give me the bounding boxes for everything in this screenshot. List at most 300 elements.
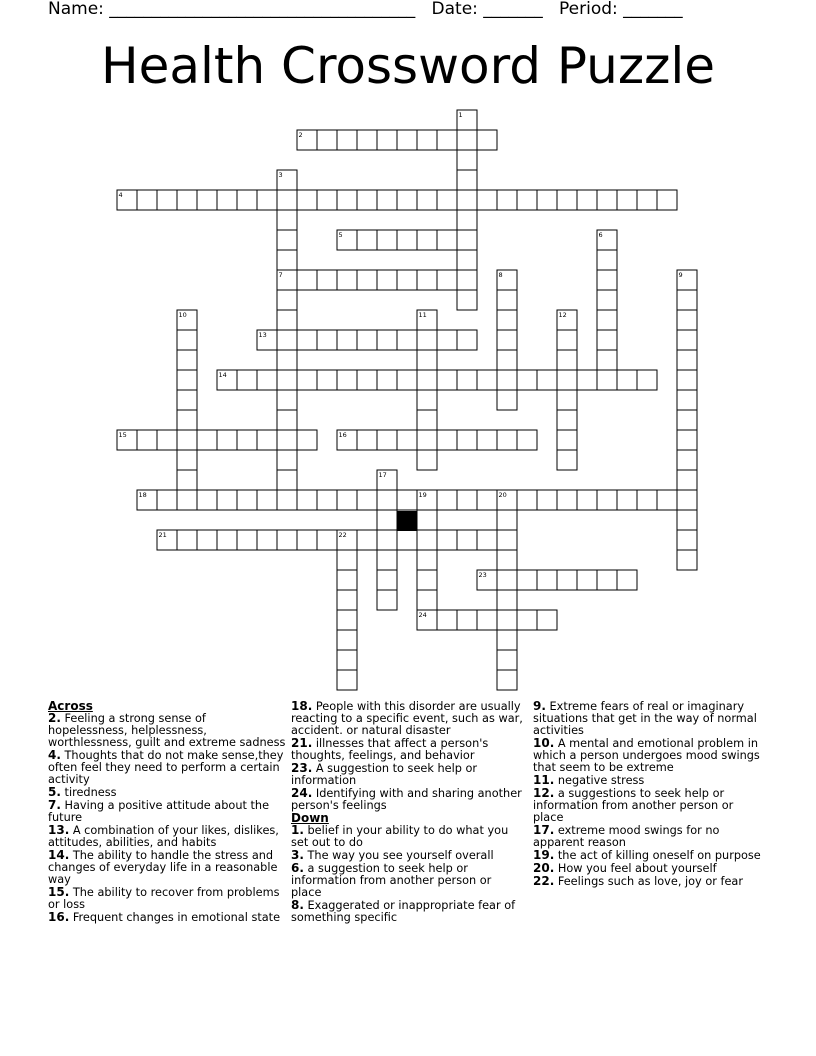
grid-cell[interactable] bbox=[437, 330, 457, 350]
grid-cell[interactable] bbox=[577, 490, 597, 510]
grid-cell[interactable] bbox=[177, 530, 197, 550]
grid-cell[interactable] bbox=[557, 190, 577, 210]
grid-cell[interactable] bbox=[197, 490, 217, 510]
period-blank[interactable]: _______ bbox=[623, 0, 683, 19]
grid-cell[interactable] bbox=[517, 430, 537, 450]
grid-cell[interactable] bbox=[557, 410, 577, 430]
grid-cell[interactable] bbox=[657, 190, 677, 210]
grid-cell[interactable] bbox=[457, 210, 477, 230]
clue-number-label: 24 bbox=[418, 611, 427, 619]
clue-9 bbox=[533, 700, 765, 737]
grid-cell[interactable] bbox=[557, 450, 577, 470]
grid-cell[interactable] bbox=[397, 370, 417, 390]
grid-cell[interactable] bbox=[237, 530, 257, 550]
grid-cell[interactable] bbox=[517, 570, 537, 590]
grid-cell[interactable] bbox=[677, 310, 697, 330]
grid-cell[interactable] bbox=[177, 450, 197, 470]
grid-cell[interactable] bbox=[337, 610, 357, 630]
clue-number-label: 3 bbox=[278, 171, 283, 179]
grid-cell[interactable] bbox=[397, 130, 417, 150]
grid-cell[interactable] bbox=[237, 190, 257, 210]
down-clue-list-continued bbox=[533, 700, 765, 888]
grid-cell[interactable] bbox=[397, 490, 417, 510]
grid-cell[interactable] bbox=[677, 490, 697, 510]
grid-cell[interactable] bbox=[437, 610, 457, 630]
grid-cell[interactable] bbox=[197, 530, 217, 550]
grid-cell[interactable] bbox=[377, 510, 397, 530]
grid-cell[interactable] bbox=[677, 290, 697, 310]
grid-cell[interactable] bbox=[177, 410, 197, 430]
grid-cell[interactable] bbox=[557, 430, 577, 450]
grid-cell[interactable] bbox=[297, 430, 317, 450]
grid-cell[interactable] bbox=[497, 570, 517, 590]
clue-text: A suggestion to seek help or information bbox=[291, 762, 478, 787]
page-title: Health Crossword Puzzle bbox=[100, 37, 716, 95]
grid-cell[interactable] bbox=[377, 530, 397, 550]
grid-cell[interactable] bbox=[617, 190, 637, 210]
grid-cell[interactable] bbox=[277, 330, 297, 350]
clue-number: 16. bbox=[48, 910, 70, 924]
grid-cell[interactable] bbox=[457, 230, 477, 250]
grid-cell[interactable] bbox=[497, 650, 517, 670]
grid-cell[interactable] bbox=[417, 190, 437, 210]
down-clue-list bbox=[291, 824, 523, 924]
grid-cell[interactable] bbox=[597, 350, 617, 370]
grid-cell[interactable] bbox=[657, 490, 677, 510]
clues-column-1 bbox=[48, 700, 286, 924]
clue-text: Thoughts that do not make sense,they often feel they need to perform a certain activity bbox=[48, 749, 284, 786]
clue-number: 17. bbox=[533, 823, 555, 837]
grid-cell[interactable] bbox=[417, 330, 437, 350]
grid-cell[interactable] bbox=[337, 370, 357, 390]
grid-cell[interactable] bbox=[337, 330, 357, 350]
grid-cell[interactable] bbox=[217, 490, 237, 510]
grid-cell[interactable] bbox=[257, 370, 277, 390]
clues-column-2 bbox=[291, 700, 523, 924]
grid-cell[interactable] bbox=[137, 190, 157, 210]
grid-cell[interactable] bbox=[457, 330, 477, 350]
clue-number-label: 8 bbox=[498, 271, 503, 279]
clue-text: Frequent changes in emotional state bbox=[69, 911, 281, 924]
grid-cell[interactable] bbox=[237, 370, 257, 390]
clue-text: Having a positive attitude about the future bbox=[48, 799, 270, 824]
clue-number: 11. bbox=[533, 773, 555, 787]
grid-cell[interactable] bbox=[617, 490, 637, 510]
grid-cell[interactable] bbox=[397, 190, 417, 210]
grid-cell[interactable] bbox=[437, 230, 457, 250]
clue-22 bbox=[533, 875, 765, 888]
clue-number-label: 4 bbox=[118, 191, 123, 199]
grid-cell[interactable] bbox=[417, 390, 437, 410]
grid-cell[interactable] bbox=[377, 230, 397, 250]
grid-cell[interactable] bbox=[337, 550, 357, 570]
grid-cell[interactable] bbox=[177, 190, 197, 210]
grid-cell[interactable] bbox=[457, 430, 477, 450]
grid-cell[interactable] bbox=[477, 130, 497, 150]
grid-cell[interactable] bbox=[477, 530, 497, 550]
grid-cell[interactable] bbox=[417, 130, 437, 150]
grid-cell[interactable] bbox=[677, 330, 697, 350]
grid-cell[interactable] bbox=[437, 270, 457, 290]
grid-cell[interactable] bbox=[437, 190, 457, 210]
clue-13 bbox=[48, 824, 286, 849]
grid-cell[interactable] bbox=[677, 530, 697, 550]
grid-cell[interactable] bbox=[317, 190, 337, 210]
grid-cell[interactable] bbox=[557, 390, 577, 410]
grid-cell[interactable] bbox=[557, 330, 577, 350]
clue-11 bbox=[533, 774, 765, 787]
clue-16 bbox=[48, 911, 286, 924]
grid-cell[interactable] bbox=[357, 230, 377, 250]
grid-cell[interactable] bbox=[357, 190, 377, 210]
grid-cell[interactable] bbox=[377, 370, 397, 390]
grid-cell[interactable] bbox=[337, 590, 357, 610]
grid-cell[interactable] bbox=[577, 190, 597, 210]
clue-number-label: 10 bbox=[178, 311, 187, 319]
grid-cell[interactable] bbox=[677, 430, 697, 450]
grid-cell[interactable] bbox=[277, 250, 297, 270]
grid-cell[interactable] bbox=[617, 570, 637, 590]
grid-cell[interactable] bbox=[157, 190, 177, 210]
grid-cell[interactable] bbox=[337, 130, 357, 150]
clue-number-label: 2 bbox=[298, 131, 303, 139]
clue-4 bbox=[48, 749, 286, 786]
grid-cell[interactable] bbox=[297, 490, 317, 510]
grid-cell[interactable] bbox=[377, 490, 397, 510]
grid-cell[interactable] bbox=[537, 190, 557, 210]
clue-text: a suggestion to seek help or information from another person or place bbox=[291, 862, 492, 899]
grid-cell[interactable] bbox=[337, 650, 357, 670]
grid-cell[interactable] bbox=[677, 450, 697, 470]
grid-cell[interactable] bbox=[217, 430, 237, 450]
grid-cell[interactable] bbox=[237, 490, 257, 510]
clue-text: the act of killing oneself on purpose bbox=[554, 849, 761, 862]
clue-number-label: 13 bbox=[258, 331, 267, 339]
clue-number-label: 19 bbox=[418, 491, 427, 499]
clue-number: 22. bbox=[533, 874, 555, 888]
grid-cell[interactable] bbox=[317, 330, 337, 350]
grid-cell[interactable] bbox=[417, 270, 437, 290]
clue-number-label: 9 bbox=[678, 271, 683, 279]
grid-cell[interactable] bbox=[177, 490, 197, 510]
grid-cell[interactable] bbox=[497, 550, 517, 570]
grid-cell[interactable] bbox=[597, 370, 617, 390]
grid-cell[interactable] bbox=[337, 270, 357, 290]
grid-cell[interactable] bbox=[637, 490, 657, 510]
grid-cell[interactable] bbox=[457, 190, 477, 210]
grid-cell[interactable] bbox=[377, 130, 397, 150]
grid-cell[interactable] bbox=[237, 430, 257, 450]
period-label: Period: bbox=[559, 0, 618, 19]
grid-cell[interactable] bbox=[337, 670, 357, 690]
grid-cell[interactable] bbox=[397, 230, 417, 250]
clue-text: Exaggerated or inappropriate fear of something specific bbox=[291, 899, 516, 924]
grid-cell[interactable] bbox=[517, 190, 537, 210]
clue-number-label: 7 bbox=[278, 271, 283, 279]
grid-cell[interactable] bbox=[337, 630, 357, 650]
grid-cell[interactable] bbox=[297, 190, 317, 210]
grid-cell[interactable] bbox=[257, 490, 277, 510]
grid-cell[interactable] bbox=[177, 390, 197, 410]
grid-cell[interactable] bbox=[477, 610, 497, 630]
grid-cell[interactable] bbox=[457, 610, 477, 630]
grid-cell[interactable] bbox=[277, 230, 297, 250]
clue-number: 14. bbox=[48, 848, 70, 862]
grid-cell[interactable] bbox=[557, 490, 577, 510]
clue-number: 21. bbox=[291, 736, 313, 750]
down-heading: Down bbox=[291, 811, 329, 825]
grid-cell[interactable] bbox=[477, 370, 497, 390]
grid-cell[interactable] bbox=[377, 590, 397, 610]
grid-cell[interactable] bbox=[497, 290, 517, 310]
grid-cell[interactable] bbox=[277, 470, 297, 490]
grid-cell[interactable] bbox=[637, 190, 657, 210]
grid-cell[interactable] bbox=[557, 350, 577, 370]
grid-cell[interactable] bbox=[677, 410, 697, 430]
grid-cell[interactable] bbox=[297, 370, 317, 390]
clue-number-label: 6 bbox=[598, 231, 603, 239]
grid-cell[interactable] bbox=[417, 530, 437, 550]
grid-cell[interactable] bbox=[537, 570, 557, 590]
grid-cell[interactable] bbox=[457, 490, 477, 510]
grid-cell[interactable] bbox=[437, 530, 457, 550]
grid-cell[interactable] bbox=[577, 570, 597, 590]
grid-cell[interactable] bbox=[497, 370, 517, 390]
grid-cell[interactable] bbox=[437, 130, 457, 150]
grid-cell[interactable] bbox=[497, 310, 517, 330]
grid-cell[interactable] bbox=[357, 270, 377, 290]
grid-cell[interactable] bbox=[257, 530, 277, 550]
clue-5 bbox=[48, 786, 286, 799]
grid-cell[interactable] bbox=[317, 530, 337, 550]
grid-cell[interactable] bbox=[137, 430, 157, 450]
clue-text: The ability to handle the stress and changes of everyday life in a reasonable way bbox=[48, 849, 278, 886]
grid-cell[interactable] bbox=[497, 430, 517, 450]
grid-cell[interactable] bbox=[217, 190, 237, 210]
grid-cell[interactable] bbox=[177, 430, 197, 450]
grid-cell[interactable] bbox=[277, 490, 297, 510]
grid-cell[interactable] bbox=[397, 270, 417, 290]
grid-cell[interactable] bbox=[277, 430, 297, 450]
grid-cell[interactable] bbox=[597, 490, 617, 510]
grid-cell[interactable] bbox=[517, 370, 537, 390]
black-cell bbox=[397, 511, 417, 531]
grid-cell[interactable] bbox=[337, 490, 357, 510]
grid-cell[interactable] bbox=[497, 530, 517, 550]
grid-cell[interactable] bbox=[257, 190, 277, 210]
clue-number: 19. bbox=[533, 848, 555, 862]
grid-cell[interactable] bbox=[437, 370, 457, 390]
grid-cell[interactable] bbox=[177, 350, 197, 370]
grid-cell[interactable] bbox=[417, 510, 437, 530]
grid-cell[interactable] bbox=[497, 330, 517, 350]
grid-cell[interactable] bbox=[497, 510, 517, 530]
grid-cell[interactable] bbox=[277, 410, 297, 430]
grid-cell[interactable] bbox=[497, 630, 517, 650]
grid-cell[interactable] bbox=[357, 530, 377, 550]
grid-cell[interactable] bbox=[417, 370, 437, 390]
grid-cell[interactable] bbox=[677, 470, 697, 490]
grid-cell[interactable] bbox=[357, 330, 377, 350]
grid-cell[interactable] bbox=[637, 370, 657, 390]
grid-cell[interactable] bbox=[557, 370, 577, 390]
grid-cell[interactable] bbox=[477, 430, 497, 450]
grid-cell[interactable] bbox=[457, 250, 477, 270]
clue-text: negative stress bbox=[554, 774, 645, 787]
clue-number: 15. bbox=[48, 885, 70, 899]
grid-cell[interactable] bbox=[617, 370, 637, 390]
date-label: Date: bbox=[431, 0, 478, 19]
grid-cell[interactable] bbox=[437, 430, 457, 450]
grid-cell[interactable] bbox=[417, 450, 437, 470]
clue-number: 13. bbox=[48, 823, 70, 837]
grid-cell[interactable] bbox=[357, 490, 377, 510]
clue-number: 1. bbox=[291, 823, 304, 837]
clue-text: A mental and emotional problem in which a person undergoes mood swings that seem to be extreme bbox=[533, 737, 760, 774]
grid-cell[interactable] bbox=[457, 270, 477, 290]
grid-cell[interactable] bbox=[397, 430, 417, 450]
grid-cell[interactable] bbox=[677, 510, 697, 530]
clue-number-label: 14 bbox=[218, 371, 227, 379]
grid-cell[interactable] bbox=[597, 310, 617, 330]
grid-cell[interactable] bbox=[417, 230, 437, 250]
grid-cell[interactable] bbox=[357, 430, 377, 450]
grid-cell[interactable] bbox=[357, 370, 377, 390]
clue-text: Feeling a strong sense of hopelessness, helplessness, worthlessness, guilt and extreme sadness bbox=[48, 712, 286, 749]
grid-cell[interactable] bbox=[457, 170, 477, 190]
grid-cell[interactable] bbox=[577, 370, 597, 390]
grid-cell[interactable] bbox=[277, 370, 297, 390]
grid-cell[interactable] bbox=[597, 330, 617, 350]
grid-cell[interactable] bbox=[497, 190, 517, 210]
grid-cell[interactable] bbox=[397, 530, 417, 550]
clue-8 bbox=[291, 899, 523, 924]
grid-cell[interactable] bbox=[277, 290, 297, 310]
grid-cell[interactable] bbox=[157, 490, 177, 510]
grid-cell[interactable] bbox=[157, 430, 177, 450]
grid-cell[interactable] bbox=[517, 490, 537, 510]
grid-cell[interactable] bbox=[337, 190, 357, 210]
clue-number: 20. bbox=[533, 861, 555, 875]
grid-cell[interactable] bbox=[277, 310, 297, 330]
name-blank[interactable]: ____________________________________ bbox=[109, 0, 416, 19]
grid-cell[interactable] bbox=[597, 570, 617, 590]
clue-number: 4. bbox=[48, 748, 61, 762]
grid-cell[interactable] bbox=[177, 370, 197, 390]
grid-cell[interactable] bbox=[497, 390, 517, 410]
grid-cell[interactable] bbox=[497, 670, 517, 690]
grid-cell[interactable] bbox=[477, 490, 497, 510]
clue-6 bbox=[291, 862, 523, 899]
grid-cell[interactable] bbox=[537, 610, 557, 630]
clue-number-label: 15 bbox=[118, 431, 127, 439]
grid-cell[interactable] bbox=[517, 610, 537, 630]
grid-cell[interactable] bbox=[377, 190, 397, 210]
grid-cell[interactable] bbox=[377, 430, 397, 450]
grid-cell[interactable] bbox=[277, 530, 297, 550]
grid-cell[interactable] bbox=[277, 450, 297, 470]
grid-cell[interactable] bbox=[217, 530, 237, 550]
grid-cell[interactable] bbox=[377, 330, 397, 350]
grid-cell[interactable] bbox=[417, 350, 437, 370]
grid-cell[interactable] bbox=[297, 270, 317, 290]
grid-cell[interactable] bbox=[257, 430, 277, 450]
clue-text: Extreme fears of real or imaginary situations that get in the way of normal activities bbox=[533, 700, 757, 737]
grid-cell[interactable] bbox=[417, 570, 437, 590]
grid-cell[interactable] bbox=[457, 290, 477, 310]
grid-cell[interactable] bbox=[357, 130, 377, 150]
grid-cell[interactable] bbox=[437, 490, 457, 510]
grid-cell[interactable] bbox=[417, 430, 437, 450]
grid-cell[interactable] bbox=[197, 430, 217, 450]
grid-cell[interactable] bbox=[597, 250, 617, 270]
grid-cell[interactable] bbox=[277, 390, 297, 410]
grid-cell[interactable] bbox=[417, 550, 437, 570]
clue-number: 8. bbox=[291, 898, 304, 912]
grid-cell[interactable] bbox=[597, 190, 617, 210]
clue-number: 23. bbox=[291, 761, 313, 775]
grid-cell[interactable] bbox=[277, 190, 297, 210]
grid-cell[interactable] bbox=[537, 490, 557, 510]
grid-cell[interactable] bbox=[457, 130, 477, 150]
name-label: Name: bbox=[48, 0, 104, 19]
grid-cell[interactable] bbox=[277, 350, 297, 370]
grid-cell[interactable] bbox=[277, 210, 297, 230]
grid-cell[interactable] bbox=[557, 570, 577, 590]
grid-cell[interactable] bbox=[297, 330, 317, 350]
clue-text: a suggestions to seek help or information from another person or place bbox=[533, 787, 734, 824]
clue-12 bbox=[533, 787, 765, 824]
grid-cell[interactable] bbox=[317, 370, 337, 390]
grid-cell[interactable] bbox=[417, 590, 437, 610]
grid-cell[interactable] bbox=[457, 370, 477, 390]
grid-cell[interactable] bbox=[297, 530, 317, 550]
clue-number: 6. bbox=[291, 861, 304, 875]
grid-cell[interactable] bbox=[677, 390, 697, 410]
grid-cell[interactable] bbox=[677, 550, 697, 570]
clue-7 bbox=[48, 799, 286, 824]
grid-cell[interactable] bbox=[677, 370, 697, 390]
clue-17 bbox=[533, 824, 765, 849]
grid-cell[interactable] bbox=[677, 350, 697, 370]
grid-cell[interactable] bbox=[417, 410, 437, 430]
grid-cell[interactable] bbox=[457, 530, 477, 550]
grid-cell[interactable] bbox=[597, 270, 617, 290]
grid-cell[interactable] bbox=[397, 330, 417, 350]
grid-cell[interactable] bbox=[377, 270, 397, 290]
grid-cell[interactable] bbox=[377, 570, 397, 590]
grid-cell[interactable] bbox=[537, 370, 557, 390]
clue-10 bbox=[533, 737, 765, 774]
grid-cell[interactable] bbox=[457, 150, 477, 170]
grid-cell[interactable] bbox=[497, 590, 517, 610]
grid-cell[interactable] bbox=[317, 490, 337, 510]
grid-cell[interactable] bbox=[337, 570, 357, 590]
grid-cell[interactable] bbox=[597, 290, 617, 310]
grid-cell[interactable] bbox=[177, 330, 197, 350]
grid-cell[interactable] bbox=[497, 350, 517, 370]
grid-cell[interactable] bbox=[177, 470, 197, 490]
across-clue-list bbox=[48, 712, 286, 924]
grid-cell[interactable] bbox=[317, 130, 337, 150]
grid-cell[interactable] bbox=[197, 190, 217, 210]
date-blank[interactable]: _______ bbox=[483, 0, 543, 19]
grid-cell[interactable] bbox=[497, 610, 517, 630]
grid-cell[interactable] bbox=[377, 550, 397, 570]
clue-20 bbox=[533, 862, 765, 875]
grid-cell[interactable] bbox=[317, 270, 337, 290]
grid-cell[interactable] bbox=[477, 190, 497, 210]
